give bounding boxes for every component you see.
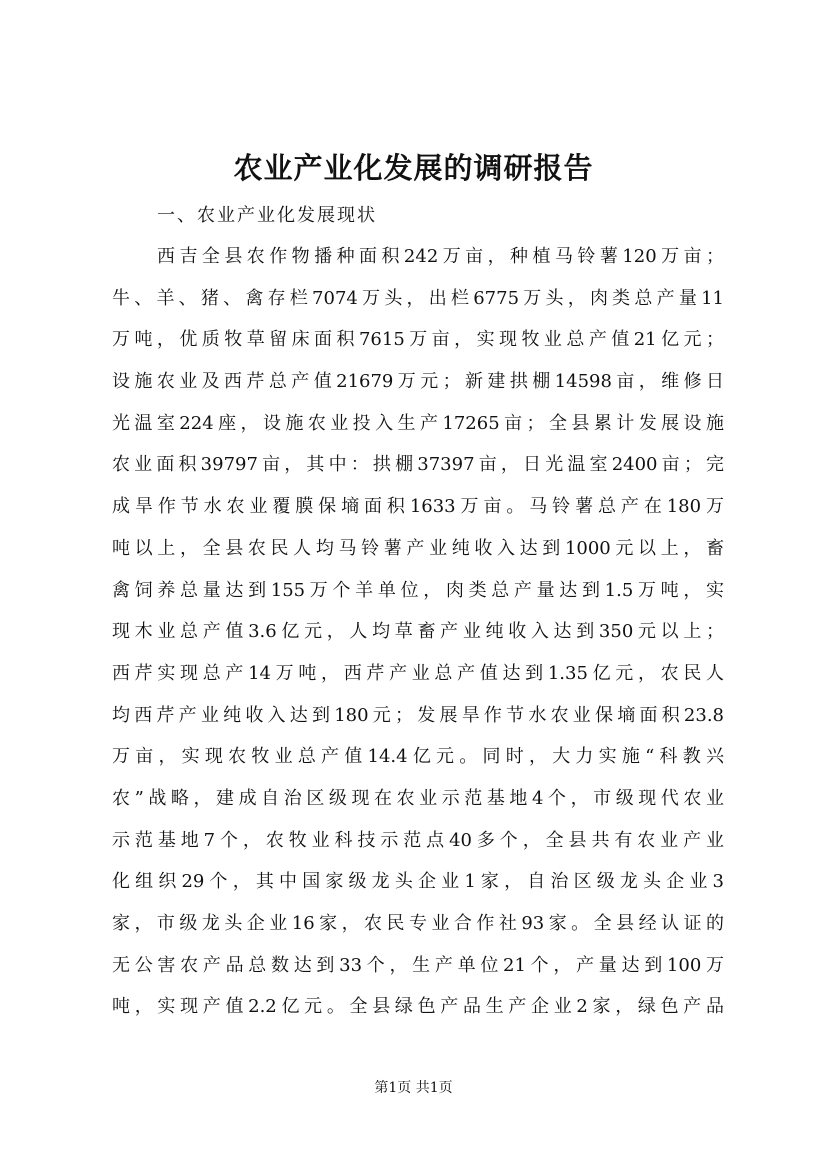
body-line: 禽饲养总量达到155万个羊单位，肉类总产量达到1.5万吨，实 (112, 579, 724, 601)
body-line: 现木业总产值3.6亿元，人均草畜产业纯收入达到350元以上； (112, 621, 724, 643)
body-line: 西芹实现总产14万吨，西芹产业总产值达到1.35亿元，农民人 (112, 662, 724, 684)
body-line: 万亩，实现农牧业总产值14.4亿元。同时，大力实施“科教兴 (112, 746, 724, 768)
body-line: 成旱作节水农业覆膜保墒面积1633万亩。马铃薯总产在180万 (112, 496, 724, 518)
body-line: 西吉全县农作物播种面积242万亩，种植马铃薯120万亩； (157, 246, 724, 267)
body-paragraph (112, 236, 724, 1028)
body-line: 万吨，优质牧草留床面积7615万亩，实现牧业总产值21亿元； (112, 329, 724, 351)
body-line: 吨，实现产值2.2亿元。全县绿色产品生产企业2家，绿色产品 (112, 996, 724, 1018)
body-line: 牛、羊、猪、禽存栏7074万头，出栏6775万头，肉类总产量11 (112, 287, 724, 309)
body-line: 农业面积39797亩，其中：拱棚37397亩，日光温室2400亩；完 (112, 454, 724, 476)
body-line: 化组织29个，其中国家级龙头企业1家，自治区级龙头企业3 (112, 871, 724, 893)
body-line: 家，市级龙头企业16家，农民专业合作社93家。全县经认证的 (112, 913, 724, 934)
page-footer: 第1页 共1页 (374, 1080, 453, 1096)
section-heading: 一、农业产业化发展现状 (157, 205, 377, 226)
body-line: 吨以上，全县农民人均马铃薯产业纯收入达到1000元以上，畜 (112, 537, 724, 559)
body-line: 光温室224座，设施农业投入生产17265亩；全县累计发展设施 (112, 412, 724, 434)
document-title: 农业产业化发展的调研报告 (233, 151, 594, 185)
body-line: 农”战略，建成自治区级现在农业示范基地4个，市级现代农业 (112, 787, 724, 809)
body-line: 示范基地7个，农牧业科技示范点40多个，全县共有农业产业 (112, 829, 724, 851)
body-line: 设施农业及西芹总产值21679万元；新建拱棚14598亩，维修日 (112, 371, 724, 393)
body-line: 无公害农产品总数达到33个，生产单位21个，产量达到100万 (112, 954, 724, 976)
body-line: 均西芹产业纯收入达到180元；发展旱作节水农业保墒面积23.8 (112, 704, 724, 726)
